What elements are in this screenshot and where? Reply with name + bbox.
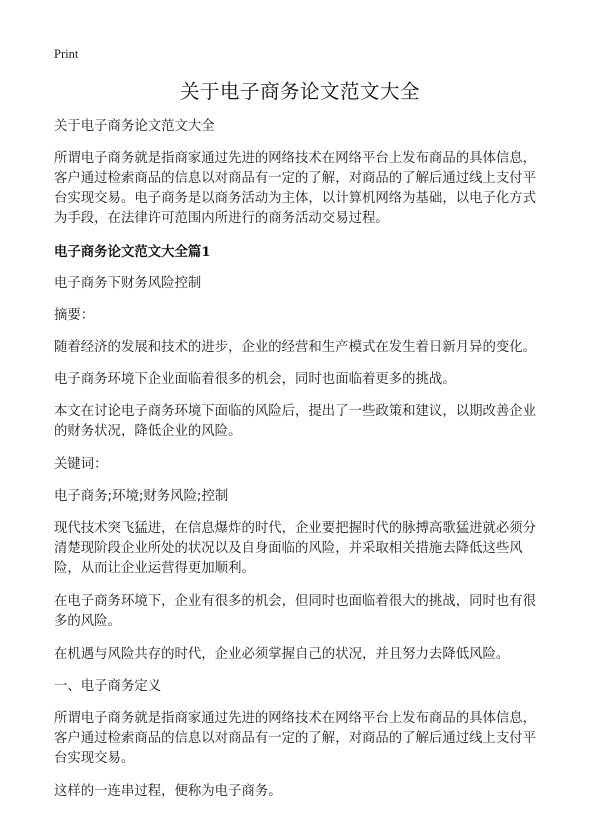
- section-heading: 电子商务论文范文大全篇1: [54, 244, 211, 260]
- body-paragraph-1: 现代技术突飞猛进，在信息爆炸的时代，企业要把握时代的脉搏高歌猛进就必须分清楚现阶段企业所处的状况以及自身面临的风险，并采取相关措施去降低这些风险，从而让企业运营得更加顺利。: [54, 521, 537, 576]
- definition-paragraph: 所谓电子商务就是指商家通过先进的网络技术在网络平台上发布商品的具体信息，客户通过检索商品的信息以对商品有一定的了解，对商品的了解后通过线上支付平台实现交易。: [54, 711, 537, 766]
- abstract-line-2: 电子商务环境下企业面临着很多的机会，同时也面临着更多的挑战。: [54, 372, 456, 387]
- body-paragraph-3: 在机遇与风险共存的时代，企业必须掌握自己的状况，并且努力去降低风险。: [54, 647, 510, 662]
- keywords-value: 电子商务;环境;财务风险;控制: [54, 489, 229, 504]
- document-title: 关于电子商务论文范文大全: [179, 80, 420, 103]
- abstract-line-1: 随着经济的发展和技术的进步，企业的经营和生产模式在发生着日新月异的变化。: [54, 340, 537, 355]
- abstract-line-3: 本文在讨论电子商务环境下面临的风险后，提出了一些政策和建议，以期改善企业的财务状况，降低企业的风险。: [54, 404, 537, 439]
- section-definition-heading: 一、电子商务定义: [54, 679, 162, 694]
- body-paragraph-2: 在电子商务环境下，企业有很多的机会，但同时也面临着很大的挑战，同时也有很多的风险。: [54, 594, 537, 629]
- abstract-label: 摘要：: [54, 308, 95, 323]
- intro-paragraph: 所谓电子商务就是指商家通过先进的网络技术在网络平台上发布商品的具体信息，客户通过检索商品的信息以对商品有一定的了解，对商品的了解后通过线上支付平台实现交易。电子商务是以商务活动为主体，以计算机网络为基础，以电子化方式为手段，在法律许可范围内所进行的商务活动交易过程。: [54, 151, 537, 226]
- definition-conclusion: 这样的一连串过程，便称为电子商务。: [54, 784, 282, 799]
- document-body: [54, 117, 546, 814]
- article-subtitle: 电子商务下财务风险控制: [54, 276, 202, 291]
- intro-line: 关于电子商务论文范文大全: [54, 119, 215, 134]
- keywords-label: 关键词：: [54, 457, 108, 472]
- print-link[interactable]: Print: [54, 47, 79, 61]
